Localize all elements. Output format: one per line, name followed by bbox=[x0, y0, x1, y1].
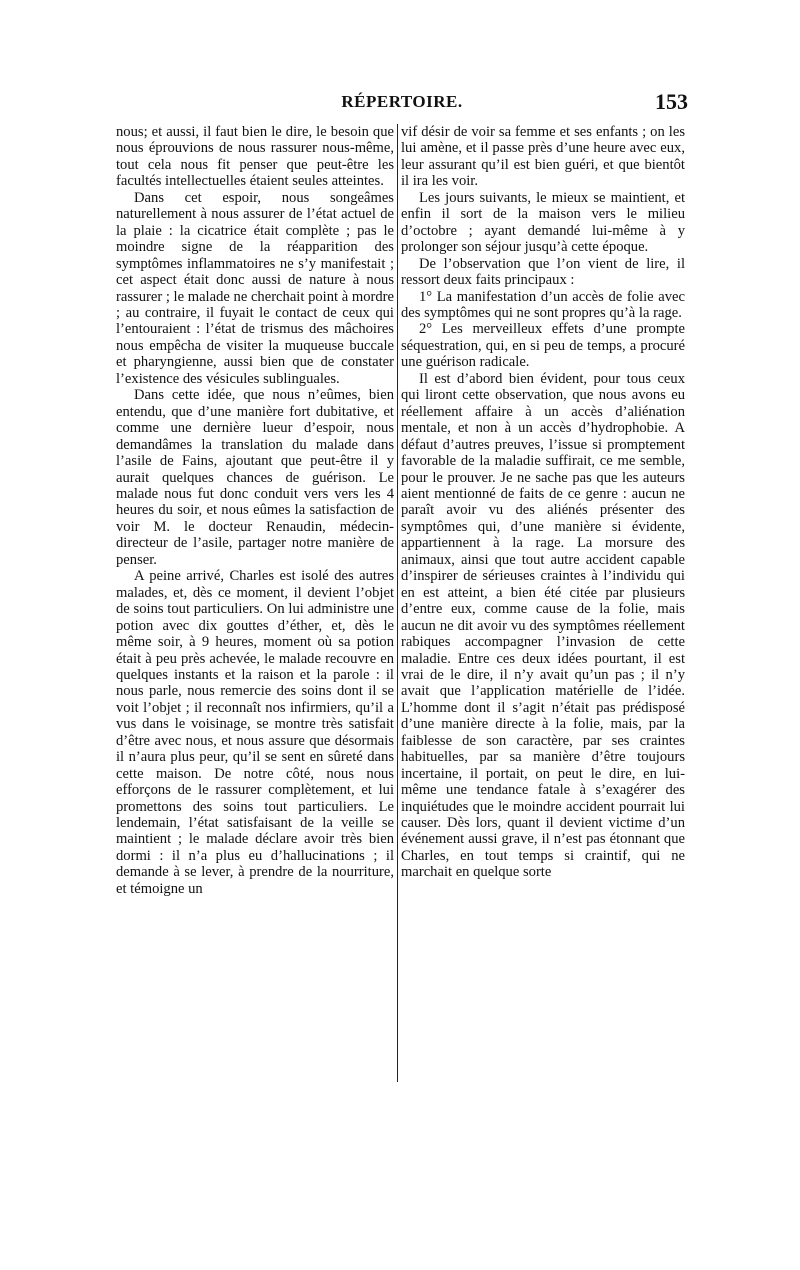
running-title: RÉPERTOIRE. bbox=[341, 92, 463, 111]
paragraph: 2° Les merveilleux effets d’une prompte séquestration, qui, en si peu de temps, a procuré une guérison radicale. bbox=[401, 321, 685, 371]
paragraph: 1° La manifestation d’un accès de folie avec des symptômes qui ne sont propres qu’à la rage. bbox=[401, 288, 685, 321]
page-number: 153 bbox=[655, 89, 688, 114]
paragraph: Les jours suivants, le mieux se maintient, et enfin il sort de la maison vers le milieu d’octobre ; ayant demandé lui-même à y prolonger son séjour jusqu’à cette époque. bbox=[401, 189, 685, 256]
column-divider bbox=[397, 124, 398, 1082]
paragraph: vif désir de voir sa femme et ses enfants ; on les lui amène, et il passe près d’une heure avec eux, leur assurant qu’il est bien guéri, et que bientôt il ira les voir. bbox=[401, 124, 685, 190]
paragraph: nous; et aussi, il faut bien le dire, le besoin que nous éprouvions de nous rassurer nous-même, tout cela nous fit penser que peut-être les facultés intellectuelles étaient seules atteintes. bbox=[116, 124, 394, 190]
paragraph: Dans cette idée, que nous n’eûmes, bien entendu, que d’une manière fort dubitative, et comme une dernière lueur d’espoir, nous demandâmes la translation du malade dans l’asile de Fains, ajoutant que peut-être il y aurait quelques chances de guérison. Le malade nous fut donc conduit vers vers les 4 heures du soir, et nous eûmes la satisfaction de voir M. le docteur Renaudin, médecin-directeur de l’asile, partager notre manière de penser. bbox=[116, 387, 394, 568]
running-head bbox=[116, 89, 688, 116]
right-column bbox=[401, 124, 685, 881]
paragraph: A peine arrivé, Charles est isolé des autres malades, et, dès ce moment, il devient l’objet de soins tout particuliers. On lui administre une potion avec dix gouttes d’éther, et, dès le même soir, à 9 heures, moment où sa potion était à peu près achevée, le malade recouvre en quelques instants et la raison et la parole : il nous parle, nous remercie des soins dont il se voit l’objet ; il reconnaît nos infirmiers, qu’il a vus dans le voisinage, se montre très satisfait d’être avec nous, et nous assure que désormais il n’aura plus peur, qu’il se sent en sûreté dans cette maison. De notre côté, nous nous efforçons de le rassurer complètement, et lui promettons des soins tout particuliers. Le lendemain, l’état satisfaisant de la veille se maintient ; le malade déclare avoir très bien dormi : il n’a plus eu d’hallucinations ; il demande à se lever, à prendre de la nourriture, et témoigne un bbox=[116, 568, 394, 897]
left-column bbox=[116, 124, 394, 897]
paragraph: Il est d’abord bien évident, pour tous ceux qui liront cette observation, que nous avons eu réellement affaire à un accès d’aliénation mentale, et non à un accès d’hydrophobie. A défaut d’autres preuves, l’issue si promptement favorable de la maladie suffirait, ce me semble, pour le prouver. Je ne sache pas que les auteurs aient mentionné de faits de ce genre : aucun ne paraît avoir vu des aliénés présenter des symptômes qui, d’une manière si évidente, appartiennent à la rage. La morsure des animaux, ainsi que tout autre accident capable d’inspirer de sérieuses craintes à l’individu qui en est atteint, a bien été citée par plusieurs d’entre eux, comme cause de la folie, mais aucun ne dit avoir vu des symptômes réellement rabiques accompagner l’invasion de cette maladie. Entre ces deux idées pourtant, il est vrai de le dire, il n’y avait qu’un pas ; il n’y avait que l’application matérielle de l’idée. L’homme dont il s’agit n’était pas prédisposé d’une manière directe à la folie, mais, par la faiblesse de son caractère, par ses craintes habituelles, par sa manière d’être toujours incertaine, il portait, on peut le dire, en lui-même une tendance fatale à s’exagérer des inquiétudes que le moindre accident pourrait lui causer. Dès lors, quant il devient victime d’un événement aussi grave, il n’est pas étonnant que Charles, en tout temps si craintif, qui ne marchait en quelque sorte bbox=[401, 370, 685, 881]
paragraph: De l’observation que l’on vient de lire, il ressort deux faits principaux : bbox=[401, 255, 685, 289]
paragraph: Dans cet espoir, nous songeâmes naturellement à nous assurer de l’état actuel de la plaie : la cicatrice était complète ; pas le moindre signe de la réapparition des symptômes inflammatoires ne s’y manifestait ; cet aspect était donc aussi de nature à nous rassurer ; le malade ne cherchait point à mordre ; au contraire, il fuyait le contact de ceux qui l’entouraient : l’état de trismus des mâchoires nous empêcha de visiter la muqueuse buccale et pharyngienne, aussi bien que de constater l’existence des vésicules sublinguales. bbox=[116, 189, 394, 387]
